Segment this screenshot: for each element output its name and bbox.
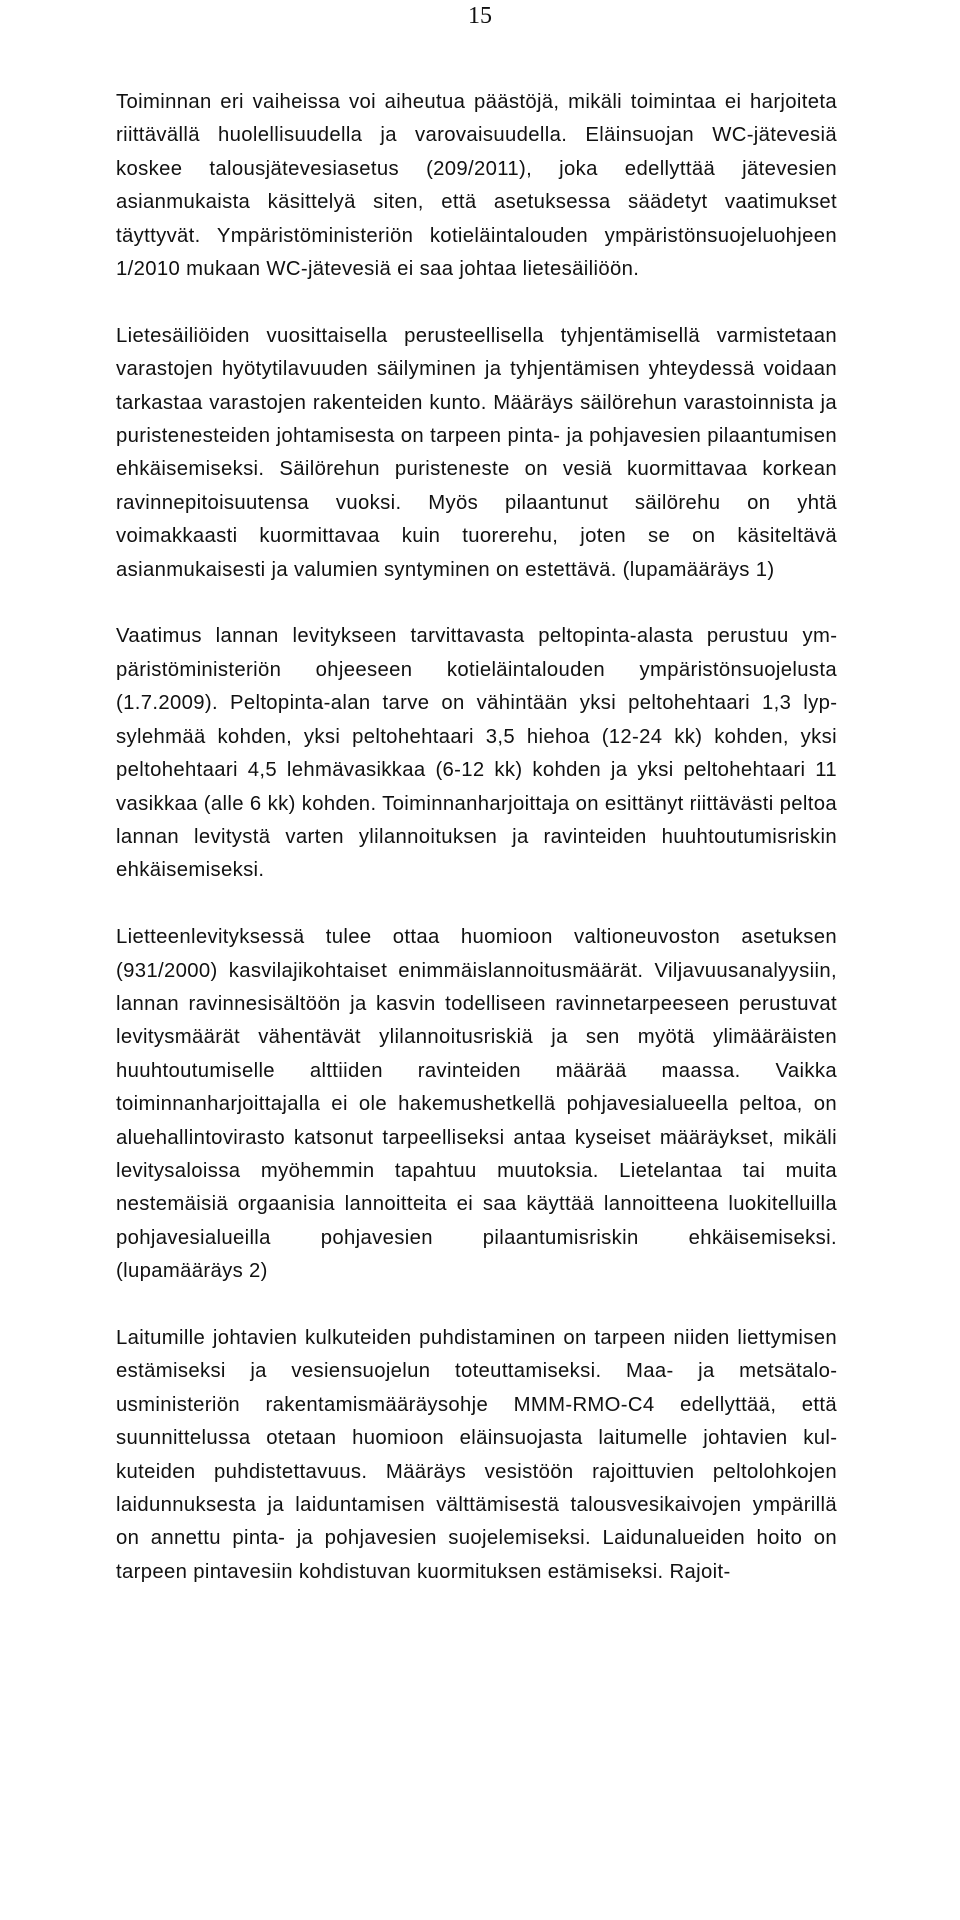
paragraph-field-area: Vaatimus lannan levitykseen tarvittavasta peltopinta-alasta perustuu ympäristöministeriön ohjeeseen kotieläintalouden ympäristönsuojelusta (1.7.2009). Peltopinta-alan tarve on vähintään yksi peltohehtaari 1,3 lypsylehmää kohden, yksi peltohehtaari 3,5 hiehoa (12-24 kk) kohden, yksi peltohehtaari 4,5 lehmävasikkaa (6-12 kk) kohden ja yksi peltohehtaari 11 vasikkaa (alle 6 kk) kohden. Toiminnanharjoittaja on esittänyt riittävästi peltoa lannan levitystä varten ylilannoituksen ja ravinteiden huuhtoutumisriskin ehkäisemiseksi. (116, 625, 837, 882)
paragraph-slurry-tanks: Lietesäiliöiden vuosittaisella perusteellisella tyhjentämisellä varmistetaan varastojen hyötytilavuuden säilyminen ja tyhjentämisen yhteydessä voidaan tarkastaa varastojen rakenteiden kunto. Määräys säilörehun varastoinnista ja puristenesteiden johtamisesta on tarpeen pinta- ja pohjavesien pilaantumisen ehkäisemiseksi. Säilörehun puristeneste on vesiä kuormittavaa korkean ravinnepitoisuutensa vuoksi. Myös pilaantunut säilörehu on yhtä voimakkaasti kuormittavaa kuin tuorerehu, joten se on käsiteltävä asianmukaisesti ja valumien syntyminen on estettävä. (lupamääräys 1) (116, 324, 837, 581)
paragraph-emissions: Toiminnan eri vaiheissa voi aiheutua päästöjä, mikäli toimintaa ei harjoiteta riittävällä huolellisuudella ja varovaisuudella. Eläinsuojan WC-jätevesiä koskee talousjätevesiasetus (209/2011), joka edellyttää jätevesien asianmukaista käsittelyä siten, että asetuksessa säädetyt vaatimukset täyttyvät. Ympäristöministeriön kotieläintalouden ympäristönsuojeluohjeen 1/2010 mukaan WC-jätevesiä ei saa johtaa lietesäiliöön. (116, 91, 837, 281)
paragraph-pasture-paths: Laitumille johtavien kulkuteiden puhdistaminen on tarpeen niiden liettymisen estämiseksi ja vesiensuojelun toteuttamiseksi. Maa- ja metsätalousministeriön rakentamismääräysohje MMM-RMO-C4 edellyttää, että suunnittelussa otetaan huomioon eläinsuojasta laitumelle johtavien kulkuteiden puhdistettavuus. Määräys vesistöön rajoittuvien peltolohkojen laidunnuksesta ja laiduntamisen välttämisestä talousvesikaivojen ympärillä on annettu pinta- ja pohjavesien suojelemiseksi. Laidunalueiden hoito on tarpeen pintavesiin kohdistuvan kuormituksen estämiseksi. Rajoit- (116, 1326, 837, 1583)
paragraph-slurry-spreading: Lietteenlevityksessä tulee ottaa huomioon valtioneuvoston asetuksen (931/2000) kasvilajikohtaiset enimmäislannoitusmäärät. Viljavuusanalyysiin, lannan ravinnesisältöön ja kasvin todelliseen ravinnetarpeeseen perustuvat levitysmäärät vähentävät ylilannoitusriskiä ja sen myötä ylimääräisten huuhtoutumiselle alttiiden ravinteiden määrää maassa. Vaikka toiminnanharjoittajalla ei ole hakemushetkellä pohjavesialueella peltoa, on aluehallintovirasto katsonut tarpeelliseksi antaa kyseiset määräykset, mikäli levitysaloissa myöhemmin tapahtuu muutoksia. Lietelantaa tai muita nestemäisiä orgaanisia lannoitteita ei saa käyttää lannoitteena luokitelluilla pohjavesialueilla pohjavesien pilaantumisriskin ehkäisemiseksi. (lupamääräys 2) (116, 926, 837, 1283)
page-number: 15 (468, 3, 492, 29)
document-body (116, 86, 837, 1623)
